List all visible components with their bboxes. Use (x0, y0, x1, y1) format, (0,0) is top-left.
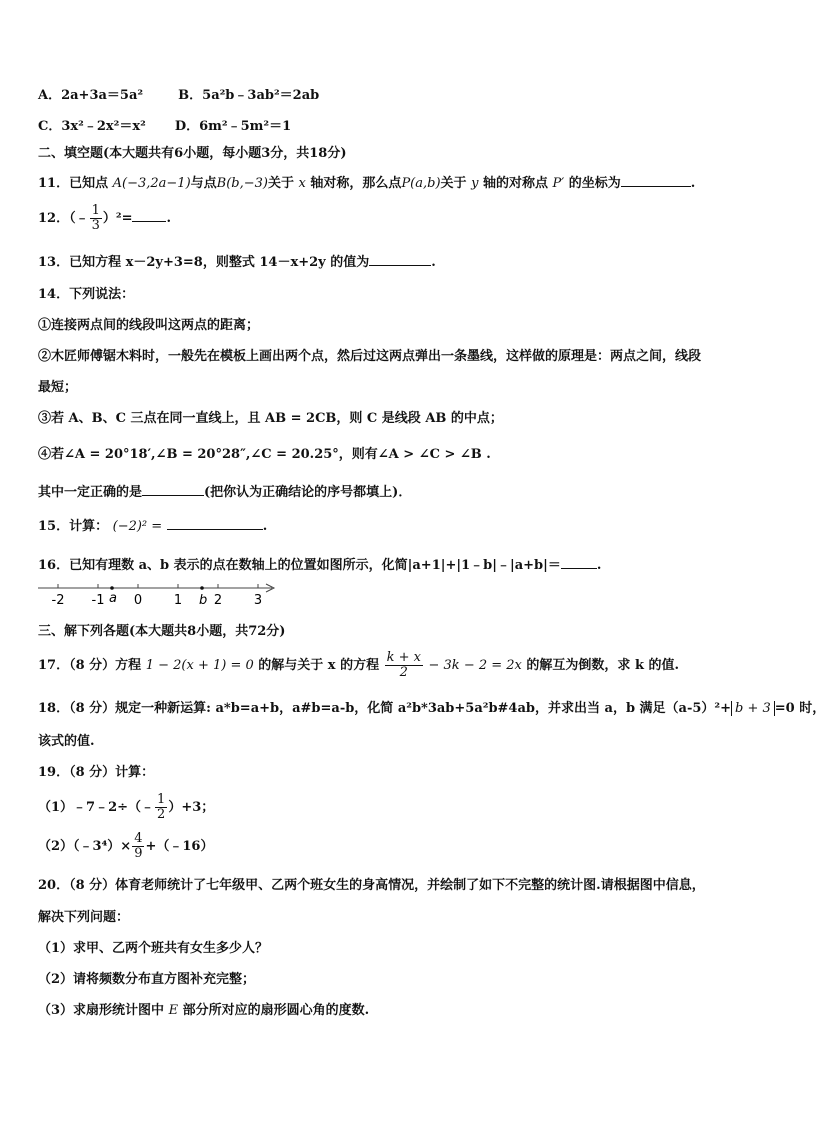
q11-point-a: A(−3,2a−1) (112, 176, 191, 191)
question-12 (38, 204, 171, 233)
q11-text-3: 关于 (268, 176, 295, 191)
q11-y: y (471, 176, 479, 191)
question-13 (38, 251, 436, 270)
q15-period: . (262, 519, 268, 534)
fraction-numerator: k + x (386, 650, 421, 665)
q11-number: 11． (38, 176, 70, 191)
option-row-ab (38, 84, 319, 103)
q20-part-3-e: E (168, 1003, 179, 1018)
answer-blank[interactable] (167, 517, 263, 530)
option-b: B．5a²b﹣3ab²＝2ab (178, 88, 320, 103)
option-a: A．2a+3a＝5a² (38, 88, 144, 103)
q15-expression: (−2)² = (112, 519, 163, 534)
number-line-tick-label: 2 (213, 593, 223, 608)
q14-conclusion-text-2: (把你认为正确结论的序号都填上)． (204, 485, 412, 500)
answer-blank[interactable] (561, 556, 597, 569)
q19-part-1 (38, 793, 214, 822)
q11-x: x (298, 176, 306, 191)
q20-part-2: （2）请将频数分布直方图补充完整； (38, 972, 256, 987)
q18-absolute-value: b + 3 (731, 701, 775, 716)
q11-text-5: 关于 (440, 176, 467, 191)
q13-period: . (431, 255, 436, 270)
answer-blank[interactable] (369, 253, 431, 266)
question-16 (38, 554, 601, 573)
question-19-title: 19．（8 分）计算： (38, 765, 155, 780)
fraction-denominator: 2 (157, 807, 166, 822)
q14-conclusion-text-1: 其中一定正确的是 (38, 485, 143, 500)
fraction (155, 793, 167, 822)
q14-statement-2-cont: 最短； (38, 380, 78, 395)
q11-point-b: B(b,−3) (216, 176, 268, 191)
number-line-point-b (200, 586, 204, 590)
question-14-title: 14．下列说法： (38, 287, 135, 302)
fraction-numerator: 1 (157, 792, 166, 807)
q11-text-1: 已知点 (69, 176, 109, 191)
question-15 (38, 515, 267, 534)
question-17 (38, 651, 679, 680)
q11-text-6: 轴的对称点 (482, 176, 548, 191)
number-line-tick-label: -1 (91, 593, 105, 608)
q12-text-1: 12．（﹣ (38, 211, 89, 226)
question-18-cont: 该式的值. (38, 734, 95, 749)
fraction (90, 204, 102, 233)
fraction-denominator: 2 (399, 665, 408, 680)
section-heading-fill-blank: 二、填空题(本大题共有6小题，每小题3分，共18分) (38, 146, 347, 161)
option-row-cd (38, 115, 291, 134)
q11-point-p: P(a,b) (401, 176, 441, 191)
q17-equation-2: − 3k − 2 = 2x (428, 658, 522, 673)
number-line-label-b: b (199, 593, 208, 608)
fraction-numerator: 4 (134, 831, 143, 846)
section-heading-solve: 三、解下列各题(本大题共8小题，共72分) (38, 624, 286, 639)
question-11 (38, 172, 695, 191)
q17-text-3: 的解互为倒数，求 k 的值. (526, 658, 680, 673)
number-line-tick-label: 3 (253, 593, 263, 608)
q18-text-2: =0 时， (774, 701, 825, 716)
answer-blank[interactable] (132, 209, 166, 222)
number-line-tick-label: 1 (173, 593, 183, 608)
fraction-numerator: 1 (91, 203, 100, 218)
question-18 (38, 697, 825, 716)
q11-text-2: 与点 (190, 176, 217, 191)
q12-period: . (166, 211, 171, 226)
q11-text-4: 轴对称，那么点 (310, 176, 402, 191)
q11-point-p-prime: P′ (552, 176, 565, 191)
q14-statement-4: ④若∠A = 20°18′,∠B = 20°28″,∠C = 20.25°，则有∠A > ∠C > ∠B . (38, 447, 491, 462)
q16-text: 16．已知有理数 a、b 表示的点在数轴上的位置如图所示，化简|a+1|+|1﹣b|﹣|a+b|＝ (38, 558, 561, 573)
q20-part-3-text-2: 部分所对应的扇形圆心角的度数. (182, 1003, 370, 1018)
answer-blank[interactable] (621, 174, 691, 187)
answer-blank[interactable] (142, 483, 204, 496)
q17-equation-1: 1 − 2(x + 1) = 0 (145, 658, 254, 673)
number-line-tick-label: -2 (51, 593, 65, 608)
q19-part-2-text-1: （2）（﹣3⁴）× (38, 839, 132, 854)
option-d: D．6m²﹣5m²＝1 (174, 119, 292, 134)
q19-part-2-text-2: +（﹣16） (145, 839, 214, 854)
q20-part-3-text-1: （3）求扇形统计图中 (38, 1003, 165, 1018)
q11-text-7: 的坐标为 (568, 176, 621, 191)
q20-part-3 (38, 999, 369, 1018)
fraction (132, 832, 144, 861)
q19-part-2 (38, 832, 213, 861)
q17-text-1: 17．（8 分）方程 (38, 658, 142, 673)
q12-text-2: ）²= (102, 211, 133, 226)
q14-statement-2: ②木匠师傅锯木料时，一般先在模板上画出两个点，然后过这两点弹出一条墨线，这样做的原理是：两点之间，线段 (38, 349, 702, 364)
number-line-label-a: a (109, 591, 117, 606)
q11-period: . (690, 176, 696, 191)
q13-text: 13．已知方程 x－2y+3=8，则整式 14－x+2y 的值为 (38, 255, 370, 270)
option-c: C．3x²﹣2x²＝x² (38, 119, 146, 134)
q20-part-1: （1）求甲、乙两个班共有女生多少人？ (38, 941, 269, 956)
fraction-denominator: 9 (134, 846, 143, 861)
number-line (36, 580, 280, 610)
q18-text-1: 18．（8 分）规定一种新运算: a*b=a+b，a#b=a-b，化简 a²b*3ab+5a²b#4ab，并求出当 a，b 满足（a-5）²+ (38, 701, 732, 716)
q14-statement-1: ①连接两点间的线段叫这两点的距离； (38, 318, 260, 333)
fraction (385, 651, 423, 680)
q14-conclusion (38, 481, 411, 500)
number-line-point-a (110, 586, 114, 590)
number-line-tick-label: 0 (133, 593, 143, 608)
fraction-denominator: 3 (91, 218, 100, 233)
q19-part-1-text-1: （1）﹣7﹣2÷（﹣ (38, 800, 155, 815)
q16-period: . (596, 558, 602, 573)
q19-part-1-text-2: ）+3； (168, 800, 215, 815)
question-20-cont: 解决下列问题： (38, 910, 130, 925)
q17-text-2: 的解与关于 x 的方程 (258, 658, 380, 673)
q14-statement-3: ③若 A、B、C 三点在同一直线上，且 AB = 2CB，则 C 是线段 AB 的中点； (38, 411, 503, 426)
question-20: 20．（8 分）体育老师统计了七年级甲、乙两个班女生的身高情况，并绘制了如下不完整的统计图.请根据图中信息， (38, 878, 705, 893)
q15-text: 15．计算： (38, 519, 109, 534)
